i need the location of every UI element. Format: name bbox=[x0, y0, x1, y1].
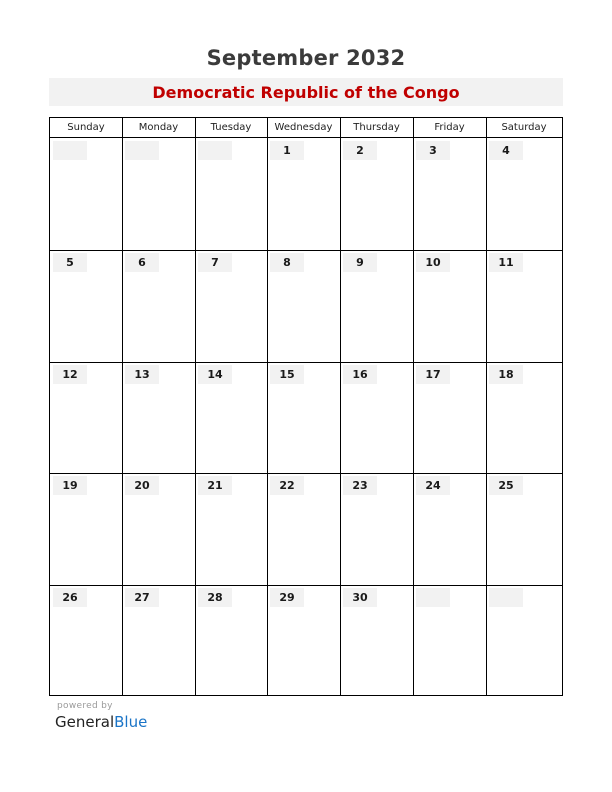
day-cell[interactable] bbox=[414, 251, 487, 362]
day-number-box bbox=[343, 588, 377, 607]
weekday-saturday: Saturday bbox=[501, 122, 547, 133]
page-title: September 2032 bbox=[206, 46, 406, 70]
day-number-box bbox=[270, 253, 304, 272]
empty-day-cell bbox=[123, 139, 196, 250]
day-number-box bbox=[416, 253, 450, 272]
generalblue-logo[interactable] bbox=[55, 713, 147, 731]
day-cell[interactable] bbox=[341, 139, 414, 250]
day-number: 3 bbox=[429, 144, 437, 157]
day-cell[interactable] bbox=[268, 586, 341, 695]
day-number bbox=[489, 588, 523, 607]
day-number-box bbox=[416, 141, 450, 160]
day-number-box bbox=[270, 476, 304, 495]
day-number: 11 bbox=[498, 256, 514, 269]
day-number: 5 bbox=[66, 256, 74, 269]
empty-day-cell bbox=[51, 139, 124, 250]
day-number-box bbox=[53, 476, 87, 495]
day-number: 19 bbox=[62, 479, 78, 492]
day-cell[interactable] bbox=[268, 363, 341, 473]
day-number: 30 bbox=[352, 591, 368, 604]
day-number-box bbox=[125, 141, 159, 160]
day-number: 17 bbox=[425, 368, 441, 381]
day-cell[interactable] bbox=[51, 363, 124, 473]
day-cell[interactable] bbox=[196, 474, 269, 585]
day-number: 4 bbox=[502, 144, 510, 157]
empty-day-cell bbox=[196, 139, 269, 250]
day-number-box bbox=[125, 588, 159, 607]
day-cell[interactable] bbox=[123, 363, 196, 473]
day-number: 13 bbox=[134, 368, 150, 381]
day-number-box bbox=[416, 588, 450, 607]
day-cell[interactable] bbox=[487, 251, 560, 362]
day-number bbox=[198, 141, 232, 160]
day-number-box bbox=[125, 365, 159, 384]
day-number-box bbox=[343, 476, 377, 495]
day-number-box bbox=[489, 253, 523, 272]
day-cell[interactable] bbox=[196, 363, 269, 473]
day-number: 20 bbox=[134, 479, 150, 492]
day-number: 7 bbox=[211, 256, 219, 269]
weekday-thursday: Thursday bbox=[353, 122, 400, 133]
day-number-box bbox=[53, 365, 87, 384]
weekday-monday: Monday bbox=[138, 122, 179, 133]
day-cell[interactable] bbox=[414, 474, 487, 585]
weekday-sunday: Sunday bbox=[67, 122, 105, 133]
day-number bbox=[53, 141, 87, 160]
day-cell[interactable] bbox=[123, 251, 196, 362]
brand-blue-text: Blue bbox=[114, 713, 148, 731]
country-banner bbox=[49, 78, 563, 106]
day-number-box bbox=[198, 141, 232, 160]
day-number: 10 bbox=[425, 256, 441, 269]
day-number: 29 bbox=[279, 591, 295, 604]
day-number-box bbox=[53, 253, 87, 272]
day-cell[interactable] bbox=[268, 474, 341, 585]
day-cell[interactable] bbox=[51, 474, 124, 585]
day-cell[interactable] bbox=[414, 363, 487, 473]
day-cell[interactable] bbox=[51, 586, 124, 695]
day-number: 18 bbox=[498, 368, 514, 381]
day-number bbox=[125, 141, 159, 160]
day-number: 12 bbox=[62, 368, 78, 381]
day-number-box bbox=[416, 476, 450, 495]
day-number: 8 bbox=[283, 256, 291, 269]
day-number: 25 bbox=[498, 479, 514, 492]
day-number-box bbox=[125, 253, 159, 272]
day-number: 27 bbox=[134, 591, 150, 604]
day-number: 24 bbox=[425, 479, 441, 492]
day-number-box bbox=[343, 253, 377, 272]
day-number-box bbox=[270, 365, 304, 384]
day-number: 9 bbox=[356, 256, 364, 269]
day-cell[interactable] bbox=[123, 474, 196, 585]
day-number-box bbox=[489, 141, 523, 160]
day-number-box bbox=[343, 141, 377, 160]
day-number-box bbox=[489, 365, 523, 384]
empty-day-cell bbox=[414, 586, 487, 695]
weekday-wednesday: Wednesday bbox=[274, 122, 333, 133]
day-number-box bbox=[198, 476, 232, 495]
day-number-box bbox=[198, 253, 232, 272]
empty-day-cell bbox=[487, 586, 560, 695]
powered-by-label: powered by bbox=[57, 701, 113, 711]
day-number-box bbox=[489, 476, 523, 495]
day-number-box bbox=[198, 365, 232, 384]
day-cell[interactable] bbox=[196, 251, 269, 362]
day-number-box bbox=[343, 365, 377, 384]
day-cell[interactable] bbox=[487, 363, 560, 473]
day-number: 16 bbox=[352, 368, 368, 381]
day-cell[interactable] bbox=[268, 139, 341, 250]
day-number: 28 bbox=[207, 591, 223, 604]
day-cell[interactable] bbox=[341, 251, 414, 362]
day-number-box bbox=[53, 141, 87, 160]
day-cell[interactable] bbox=[341, 363, 414, 473]
day-number-box bbox=[270, 588, 304, 607]
day-number: 23 bbox=[352, 479, 368, 492]
day-number: 22 bbox=[279, 479, 295, 492]
day-number: 15 bbox=[279, 368, 295, 381]
day-cell[interactable] bbox=[414, 139, 487, 250]
day-cell[interactable] bbox=[51, 251, 124, 362]
day-number-box bbox=[53, 588, 87, 607]
day-number-box bbox=[270, 141, 304, 160]
day-cell[interactable] bbox=[341, 586, 414, 695]
day-number: 2 bbox=[356, 144, 364, 157]
day-number-box bbox=[125, 476, 159, 495]
day-cell[interactable] bbox=[487, 474, 560, 585]
day-number bbox=[416, 588, 450, 607]
day-number: 1 bbox=[283, 144, 291, 157]
day-cell[interactable] bbox=[196, 586, 269, 695]
day-cell[interactable] bbox=[268, 251, 341, 362]
calendar-grid bbox=[49, 117, 563, 696]
weekday-tuesday: Tuesday bbox=[210, 122, 252, 133]
brand-general-text: General bbox=[55, 713, 115, 731]
weekday-friday: Friday bbox=[434, 122, 465, 133]
day-cell[interactable] bbox=[487, 139, 560, 250]
day-number: 14 bbox=[207, 368, 223, 381]
day-number: 26 bbox=[62, 591, 78, 604]
day-number-box bbox=[489, 588, 523, 607]
day-number: 21 bbox=[207, 479, 223, 492]
day-cell[interactable] bbox=[341, 474, 414, 585]
day-number-box bbox=[198, 588, 232, 607]
day-number: 6 bbox=[138, 256, 146, 269]
country-name: Democratic Republic of the Congo bbox=[152, 83, 460, 102]
day-cell[interactable] bbox=[123, 586, 196, 695]
day-number-box bbox=[416, 365, 450, 384]
